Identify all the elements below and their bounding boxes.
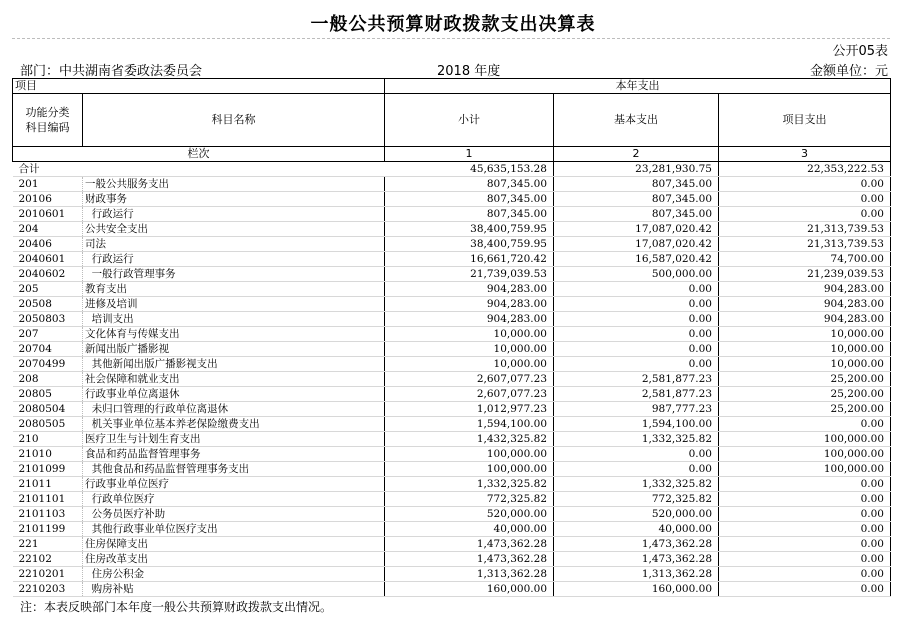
cell-name: 财政事务 — [83, 192, 385, 207]
cell-basic: 0.00 — [554, 297, 719, 312]
cell-code: 2080504 — [13, 402, 83, 417]
cell-code: 221 — [13, 537, 83, 552]
cell-code: 2101101 — [13, 492, 83, 507]
cell-subtotal: 807,345.00 — [385, 177, 554, 192]
year-label: 2018 年度 — [437, 64, 501, 79]
header-subtotal: 小计 — [385, 94, 554, 147]
cell-project: 21,313,739.53 — [719, 237, 891, 252]
table-row — [13, 222, 891, 237]
table-row — [13, 237, 891, 252]
cell-subtotal: 21,739,039.53 — [385, 267, 554, 282]
budget-table — [12, 78, 891, 597]
cell-basic: 23,281,930.75 — [554, 162, 719, 177]
cell-project: 10,000.00 — [719, 357, 891, 372]
header-basic: 基本支出 — [554, 94, 719, 147]
cell-code: 205 — [13, 282, 83, 297]
header-subject-name: 科目名称 — [83, 94, 385, 147]
cell-code: 20106 — [13, 192, 83, 207]
table-row — [13, 192, 891, 207]
cell-project: 904,283.00 — [719, 312, 891, 327]
cell-project: 0.00 — [719, 582, 891, 597]
cell-name: 行政事业单位医疗 — [83, 477, 385, 492]
cell-name: 培训支出 — [83, 312, 385, 327]
cell-basic: 1,594,100.00 — [554, 417, 719, 432]
cell-project: 100,000.00 — [719, 447, 891, 462]
cell-subtotal: 100,000.00 — [385, 462, 554, 477]
cell-project: 10,000.00 — [719, 342, 891, 357]
footnote: 注：本表反映部门本年度一般公共预算财政拨款支出情况。 — [20, 600, 333, 614]
table-row — [13, 492, 891, 507]
cell-project: 0.00 — [719, 177, 891, 192]
header-func-code-line2: 科目编码 — [25, 121, 70, 134]
cell-subtotal: 38,400,759.95 — [385, 222, 554, 237]
cell-code: 2080505 — [13, 417, 83, 432]
cell-subtotal: 1,473,362.28 — [385, 537, 554, 552]
cell-subtotal: 1,332,325.82 — [385, 477, 554, 492]
cell-name: 住房改革支出 — [83, 552, 385, 567]
cell-project: 0.00 — [719, 567, 891, 582]
cell-subtotal: 10,000.00 — [385, 342, 554, 357]
cell-subtotal: 100,000.00 — [385, 447, 554, 462]
cell-basic: 0.00 — [554, 342, 719, 357]
cell-basic: 0.00 — [554, 282, 719, 297]
cell-code: 2210201 — [13, 567, 83, 582]
cell-name: 文化体育与传媒支出 — [83, 327, 385, 342]
cell-project: 0.00 — [719, 417, 891, 432]
cell-subtotal: 2,607,077.23 — [385, 372, 554, 387]
cell-basic: 0.00 — [554, 357, 719, 372]
cell-code: 2101199 — [13, 522, 83, 537]
cell-basic: 2,581,877.23 — [554, 372, 719, 387]
cell-project: 22,353,222.53 — [719, 162, 891, 177]
cell-subtotal: 40,000.00 — [385, 522, 554, 537]
cell-basic: 17,087,020.42 — [554, 237, 719, 252]
cell-name: 一般行政管理事务 — [83, 267, 385, 282]
cell-subtotal: 1,432,325.82 — [385, 432, 554, 447]
cell-subtotal: 904,283.00 — [385, 312, 554, 327]
cell-project: 25,200.00 — [719, 387, 891, 402]
cell-subtotal: 772,325.82 — [385, 492, 554, 507]
cell-code: 2070499 — [13, 357, 83, 372]
cell-project: 21,239,039.53 — [719, 267, 891, 282]
table-row — [13, 267, 891, 282]
table-row — [13, 507, 891, 522]
cell-code: 20406 — [13, 237, 83, 252]
cell-code: 207 — [13, 327, 83, 342]
header-project: 项目支出 — [719, 94, 891, 147]
cell-project: 0.00 — [719, 192, 891, 207]
table-row — [13, 177, 891, 192]
table-row — [13, 582, 891, 597]
table-row — [13, 372, 891, 387]
cell-subtotal: 807,345.00 — [385, 192, 554, 207]
cell-code: 2101103 — [13, 507, 83, 522]
cell-project: 25,200.00 — [719, 402, 891, 417]
cell-subtotal: 520,000.00 — [385, 507, 554, 522]
cell-subtotal: 45,635,153.28 — [385, 162, 554, 177]
cell-basic: 17,087,020.42 — [554, 222, 719, 237]
header-col2: 2 — [554, 147, 719, 162]
cell-project: 0.00 — [719, 207, 891, 222]
cell-code: 21011 — [13, 477, 83, 492]
table-row — [13, 402, 891, 417]
cell-project: 0.00 — [719, 522, 891, 537]
cell-name: 社会保障和就业支出 — [83, 372, 385, 387]
header-func-code-line1: 功能分类 — [25, 106, 70, 119]
table-body — [13, 162, 891, 597]
table-row — [13, 357, 891, 372]
cell-project: 904,283.00 — [719, 282, 891, 297]
cell-basic: 520,000.00 — [554, 507, 719, 522]
cell-project: 0.00 — [719, 492, 891, 507]
table-row — [13, 447, 891, 462]
cell-name: 医疗卫生与计划生育支出 — [83, 432, 385, 447]
table-row — [13, 537, 891, 552]
cell-code: 20704 — [13, 342, 83, 357]
cell-code: 22102 — [13, 552, 83, 567]
cell-name: 购房补贴 — [83, 582, 385, 597]
header-current-year-expense: 本年支出 — [385, 79, 891, 94]
cell-project: 10,000.00 — [719, 327, 891, 342]
cell-basic: 987,777.23 — [554, 402, 719, 417]
cell-basic: 0.00 — [554, 447, 719, 462]
cell-basic: 1,332,325.82 — [554, 477, 719, 492]
department-label: 部门：中共湖南省委政法委员会 — [20, 64, 203, 79]
cell-name: 公共安全支出 — [83, 222, 385, 237]
cell-project: 0.00 — [719, 507, 891, 522]
cell-basic: 160,000.00 — [554, 582, 719, 597]
cell-name: 住房公积金 — [83, 567, 385, 582]
cell-code: 208 — [13, 372, 83, 387]
page-title: 一般公共预算财政拨款支出决算表 — [310, 14, 596, 35]
header-divider — [12, 38, 890, 39]
cell-project: 0.00 — [719, 537, 891, 552]
cell-name: 机关事业单位基本养老保险缴费支出 — [83, 417, 385, 432]
cell-subtotal: 807,345.00 — [385, 207, 554, 222]
cell-subtotal: 16,661,720.42 — [385, 252, 554, 267]
cell-code: 2101099 — [13, 462, 83, 477]
cell-project: 100,000.00 — [719, 432, 891, 447]
cell-code: 合计 — [13, 162, 385, 177]
cell-project: 25,200.00 — [719, 372, 891, 387]
table-row — [13, 462, 891, 477]
cell-code: 21010 — [13, 447, 83, 462]
cell-basic: 40,000.00 — [554, 522, 719, 537]
cell-subtotal: 2,607,077.23 — [385, 387, 554, 402]
table-row — [13, 282, 891, 297]
cell-basic: 0.00 — [554, 327, 719, 342]
table-row — [13, 387, 891, 402]
table-row — [13, 327, 891, 342]
table-row — [13, 162, 891, 177]
cell-name: 住房保障支出 — [83, 537, 385, 552]
table-row — [13, 522, 891, 537]
cell-code: 20805 — [13, 387, 83, 402]
header-func-code — [13, 94, 83, 147]
cell-subtotal: 904,283.00 — [385, 282, 554, 297]
cell-name: 一般公共服务支出 — [83, 177, 385, 192]
cell-subtotal: 10,000.00 — [385, 327, 554, 342]
header-item: 项目 — [13, 79, 385, 94]
cell-subtotal: 1,313,362.28 — [385, 567, 554, 582]
cell-code: 2040602 — [13, 267, 83, 282]
cell-subtotal: 904,283.00 — [385, 297, 554, 312]
header-col1: 1 — [385, 147, 554, 162]
cell-subtotal: 160,000.00 — [385, 582, 554, 597]
cell-code: 2050803 — [13, 312, 83, 327]
header-lanci: 栏次 — [13, 147, 385, 162]
cell-name: 未归口管理的行政单位离退休 — [83, 402, 385, 417]
cell-project: 904,283.00 — [719, 297, 891, 312]
cell-name: 行政运行 — [83, 207, 385, 222]
table-row — [13, 207, 891, 222]
cell-project: 100,000.00 — [719, 462, 891, 477]
table-row — [13, 477, 891, 492]
cell-basic: 1,473,362.28 — [554, 537, 719, 552]
cell-name: 进修及培训 — [83, 297, 385, 312]
cell-project: 21,313,739.53 — [719, 222, 891, 237]
table-row — [13, 252, 891, 267]
cell-name: 其他新闻出版广播影视支出 — [83, 357, 385, 372]
cell-subtotal: 1,594,100.00 — [385, 417, 554, 432]
table-row — [13, 417, 891, 432]
cell-subtotal: 10,000.00 — [385, 357, 554, 372]
cell-project: 0.00 — [719, 552, 891, 567]
cell-basic: 0.00 — [554, 462, 719, 477]
table-row — [13, 552, 891, 567]
cell-basic: 2,581,877.23 — [554, 387, 719, 402]
cell-basic: 807,345.00 — [554, 207, 719, 222]
cell-code: 2010601 — [13, 207, 83, 222]
cell-name: 其他食品和药品监督管理事务支出 — [83, 462, 385, 477]
cell-basic: 1,473,362.28 — [554, 552, 719, 567]
table-row — [13, 297, 891, 312]
cell-code: 210 — [13, 432, 83, 447]
table-row — [13, 567, 891, 582]
cell-code: 204 — [13, 222, 83, 237]
table-row — [13, 312, 891, 327]
cell-subtotal: 1,473,362.28 — [385, 552, 554, 567]
cell-project: 0.00 — [719, 477, 891, 492]
cell-name: 司法 — [83, 237, 385, 252]
cell-basic: 1,332,325.82 — [554, 432, 719, 447]
cell-basic: 0.00 — [554, 312, 719, 327]
cell-basic: 500,000.00 — [554, 267, 719, 282]
cell-name: 教育支出 — [83, 282, 385, 297]
cell-code: 201 — [13, 177, 83, 192]
cell-basic: 772,325.82 — [554, 492, 719, 507]
table-row — [13, 342, 891, 357]
cell-name: 行政单位医疗 — [83, 492, 385, 507]
cell-name: 公务员医疗补助 — [83, 507, 385, 522]
cell-name: 行政事业单位离退休 — [83, 387, 385, 402]
unit-label: 金额单位：元 — [809, 64, 888, 79]
cell-code: 2040601 — [13, 252, 83, 267]
cell-subtotal: 38,400,759.95 — [385, 237, 554, 252]
cell-name: 新闻出版广播影视 — [83, 342, 385, 357]
cell-basic: 807,345.00 — [554, 177, 719, 192]
cell-basic: 16,587,020.42 — [554, 252, 719, 267]
table-row — [13, 432, 891, 447]
cell-subtotal: 1,012,977.23 — [385, 402, 554, 417]
form-code: 公开05表 — [832, 44, 888, 59]
cell-code: 2210203 — [13, 582, 83, 597]
cell-name: 其他行政事业单位医疗支出 — [83, 522, 385, 537]
cell-name: 行政运行 — [83, 252, 385, 267]
header-col3: 3 — [719, 147, 891, 162]
cell-name: 食品和药品监督管理事务 — [83, 447, 385, 462]
cell-basic: 1,313,362.28 — [554, 567, 719, 582]
cell-code: 20508 — [13, 297, 83, 312]
cell-project: 74,700.00 — [719, 252, 891, 267]
cell-basic: 807,345.00 — [554, 192, 719, 207]
